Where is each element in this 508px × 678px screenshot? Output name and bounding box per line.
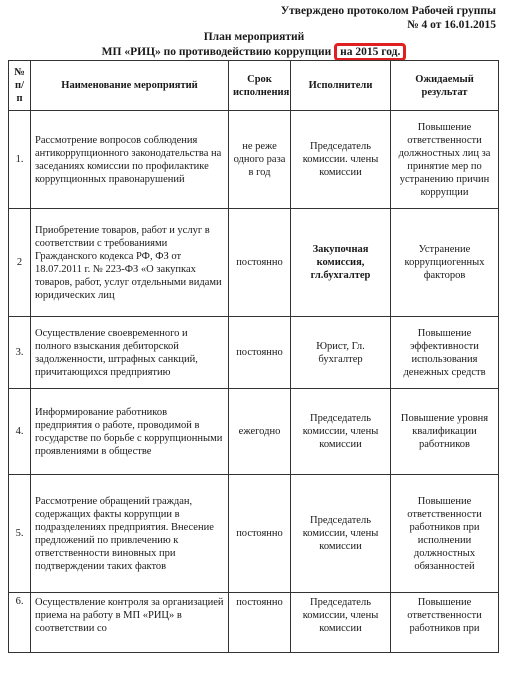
row-num: 5. bbox=[9, 475, 31, 593]
row-num: 4. bbox=[9, 389, 31, 475]
table-row bbox=[9, 389, 499, 475]
row-executors: Юрист, Гл. бухгалтер bbox=[291, 317, 391, 389]
col-header-name: Наименование мероприятий bbox=[31, 61, 229, 111]
row-name: Информирование работников предприятия о работе, проводимой в государстве по борьбе с коррупционными проявлениями в обществе bbox=[31, 389, 229, 475]
row-term: ежегодно bbox=[229, 389, 291, 475]
table-row bbox=[9, 593, 499, 653]
title-line-1: План мероприятий bbox=[203, 31, 305, 43]
row-term: постоянно bbox=[229, 593, 291, 653]
row-executors: Закупочная комиссия, гл.бухгалтер bbox=[291, 209, 391, 317]
table-row bbox=[9, 209, 499, 317]
row-name: Осуществление своевременного и полного взыскания дебиторской задолженности, штрафных санкций, причитающихся предприятию bbox=[31, 317, 229, 389]
row-term: постоянно bbox=[229, 209, 291, 317]
row-num: 1. bbox=[9, 111, 31, 209]
row-result: Повышение ответственности работников при исполнении должностных обязанностей bbox=[391, 475, 499, 593]
title-year-highlight: на 2015 год. bbox=[334, 43, 406, 61]
title-line-2 bbox=[0, 45, 508, 60]
row-executors: Председатель комиссии, члены комиссии bbox=[291, 593, 391, 653]
row-executors: Председатель комиссии. члены комиссии bbox=[291, 111, 391, 209]
row-num: 6. bbox=[9, 593, 31, 653]
approval-line-2: № 4 от 16.01.2015 bbox=[407, 19, 496, 31]
table-row bbox=[9, 317, 499, 389]
table-row bbox=[9, 111, 499, 209]
measures-table bbox=[8, 60, 499, 653]
document-title bbox=[0, 30, 508, 60]
approval-note bbox=[281, 4, 496, 32]
row-result: Повышение уровня квалификации работников bbox=[391, 389, 499, 475]
col-header-executors: Исполнители bbox=[291, 61, 391, 111]
row-num: 3. bbox=[9, 317, 31, 389]
row-result: Повышение ответственности работников при bbox=[391, 593, 499, 653]
col-header-result: Ожидаемый результат bbox=[391, 61, 499, 111]
title-main: МП «РИЦ» по противодействию коррупции bbox=[101, 46, 335, 58]
row-name: Рассмотрение обращений граждан, содержащих факты коррупции в подразделениях предприятия. Внесение предложений по привлечению к ответственности виновных при подтверждении таких фактов bbox=[31, 475, 229, 593]
col-header-term: Срок исполнения bbox=[229, 61, 291, 111]
row-term: не реже одного раза в год bbox=[229, 111, 291, 209]
row-name: Рассмотрение вопросов соблюдения антикоррупционного законодательства на заседаниях комиссии по профилактике коррупционных правонарушений bbox=[31, 111, 229, 209]
row-term: постоянно bbox=[229, 475, 291, 593]
row-result: Устранение коррупциогенных факторов bbox=[391, 209, 499, 317]
row-result: Повышение эффективности использования денежных средств bbox=[391, 317, 499, 389]
col-header-num: № п/п bbox=[9, 61, 31, 111]
row-term: постоянно bbox=[229, 317, 291, 389]
table-row bbox=[9, 475, 499, 593]
row-executors: Председатель комиссии, члены комиссии bbox=[291, 389, 391, 475]
row-result: Повышение ответственности должностных лиц за принятие мер по устранению причин коррупции bbox=[391, 111, 499, 209]
row-name: Осуществление контроля за организацией приема на работу в МП «РИЦ» в соответствии со bbox=[31, 593, 229, 653]
row-num: 2 bbox=[9, 209, 31, 317]
row-name: Приобретение товаров, работ и услуг в соответствии с требованиями Гражданского кодекса РФ, ФЗ от 18.07.2011 г. № 223-ФЗ «О закупках товаров, работ, услуг отдельными видами юридических лиц bbox=[31, 209, 229, 317]
row-executors: Председатель комиссии, члены комиссии bbox=[291, 475, 391, 593]
table-header-row bbox=[9, 61, 499, 111]
approval-line-1: Утверждено протоколом Рабочей группы bbox=[280, 5, 496, 17]
